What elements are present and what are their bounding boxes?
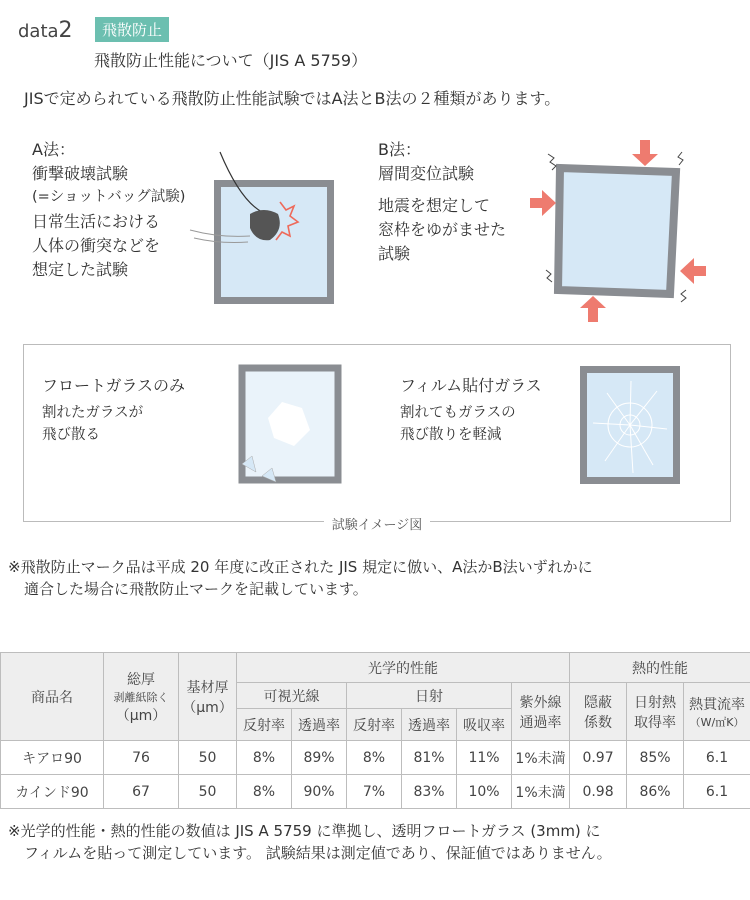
header-thermal: 熱的性能 [570,653,750,683]
figure-caption: 試験イメージ図 [324,518,431,533]
method-a-title: A法： [32,140,75,159]
header-sol-trans: 透過率 [402,709,457,741]
intro-text: JISで定められている飛散防止性能試験ではA法とB法の２種類があります。 [24,89,561,108]
broken-float-glass-icon [232,364,344,486]
header-solar: 日射 [347,683,512,709]
header-product: 商品名 [1,653,104,741]
note-measurement: ※光学的性能・熱的性能の数値は JIS A 5759 に準拠し、透明フロートガラス (3mm) に フィルムを貼って測定しています。 試験結果は測定値であり、保証値ではありません。 [8,822,612,862]
float-glass-title: フロートガラスのみ [42,376,186,395]
note-mark: ※飛散防止マーク品は平成 20 年度に改正された JIS 規定に倣い、A法かB法いずれかに 適合した場合に飛散防止マークを記載しています。 [8,558,593,598]
header-vis-trans: 透過率 [292,709,347,741]
page-subtitle: 飛散防止性能について（JIS A 5759） [94,51,368,70]
float-glass-desc: 割れたガラスが 飛び散る [42,405,144,443]
method-b-title: B法： [378,140,421,159]
table-row: カインド90 67 50 8% 90% 7% 83% 10% 1%未満 0.98 86% 6.1 [1,775,750,809]
header-uv: 紫外線 通過率 [512,683,570,741]
section-label: data2 [18,18,73,43]
method-a-name: 衝撃破壊試験 [32,164,129,183]
header-visible: 可視光線 [237,683,347,709]
shot-bag-icon [180,140,320,260]
header-thickness: 総厚 剥離紙除く （μm） [104,653,179,741]
header-u-value: 熱貫流率 （W/㎡K） [684,683,750,741]
spec-table [0,652,750,809]
film-glass-desc: 割れてもガラスの 飛び散りを軽減 [400,405,516,443]
header-sol-absorb: 吸収率 [457,709,512,741]
cracked-glass-icon [587,373,673,477]
header-optical: 光学的性能 [237,653,570,683]
method-b-name: 層間変位試験 [378,164,475,183]
category-badge: 飛散防止 [95,17,169,42]
method-a-sub: (=ショットバッグ試験) [32,189,186,205]
header-base: 基材厚 （μm） [179,653,237,741]
figure-caption-wrap [23,514,731,533]
header-vis-reflect: 反射率 [237,709,292,741]
header-sol-reflect: 反射率 [347,709,402,741]
table-row: キアロ90 76 50 8% 89% 8% 81% 11% 1%未満 0.97 85% 6.1 [1,741,750,775]
header-solar-gain: 日射熱 取得率 [627,683,684,741]
distorted-frame-icon [530,140,720,325]
method-a-desc: 日常生活における 人体の衝突などを 想定した試験 [32,212,161,279]
film-glass-title: フィルム貼付ガラス [400,376,542,395]
method-b-desc: 地震を想定して 窓枠をゆがませた 試験 [378,196,507,263]
header-shading: 隠蔽 係数 [570,683,627,741]
